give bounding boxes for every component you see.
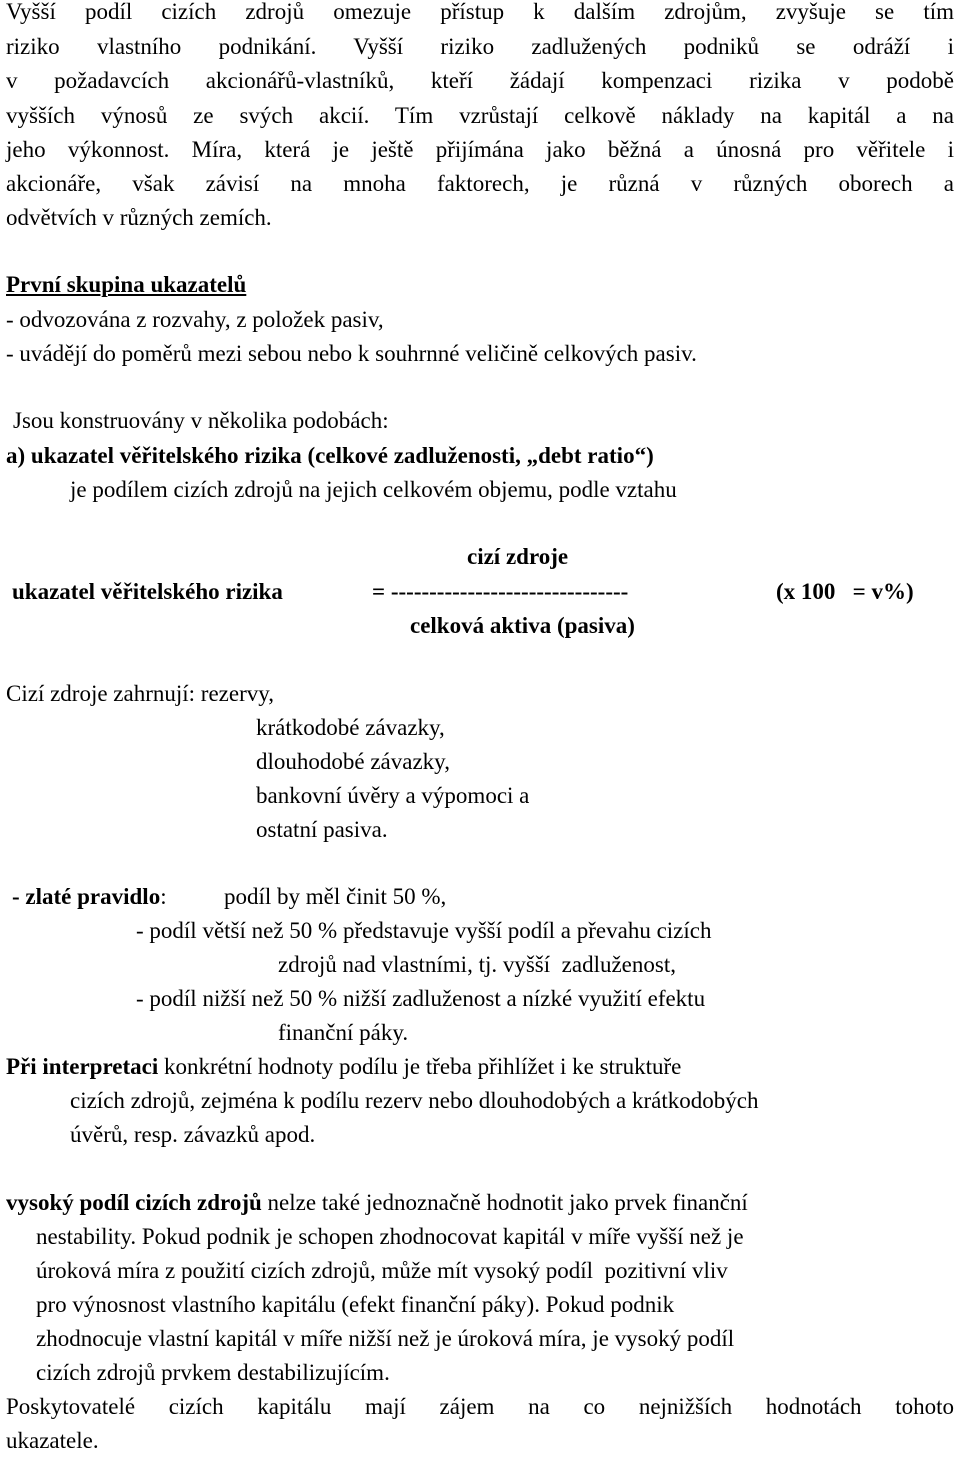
form-a-heading: a) ukazatel věřitelského rizika (celkové zadluženosti, „debt ratio“) <box>6 443 654 468</box>
group-bullet-2: - uvádějí do poměrů mezi sebou nebo k souhrnné veličině celkových pasiv. <box>6 341 697 366</box>
golden-rule-sub-2-line-1: - podíl nižší než 50 % nižší zadluženost a nízké využití efektu <box>136 986 706 1011</box>
form-a-description: je podílem cizích zdrojů na jejich celkovém objemu, podle vztahu <box>70 477 677 502</box>
interpretation-line-3: úvěrů, resp. závazků apod. <box>70 1122 316 1147</box>
components-item: bankovní úvěry a výpomoci a <box>256 783 530 808</box>
high-share-line: pro výnosnost vlastního kapitálu (efekt finanční páky). Pokud podnik <box>36 1292 675 1317</box>
intro-line-4: vyšších výnosů ze svých akcií. Tím vzrůstají celkově náklady na kapitál a na <box>6 103 954 128</box>
components-item: krátkodobé závazky, <box>256 715 445 740</box>
high-share-line: cizích zdrojů prvkem destabilizujícím. <box>36 1360 390 1385</box>
group-bullet-1: - odvozována z rozvahy, z položek pasiv, <box>6 307 384 332</box>
interpretation-line-2: cizích zdrojů, zejména k podílu rezerv nebo dlouhodobých a krátkodobých <box>70 1088 759 1113</box>
components-item: dlouhodobé závazky, <box>256 749 450 774</box>
intro-line-3: v požadavcích akcionářů-vlastníků, kteří žádají kompenzaci rizika v podobě <box>6 68 954 93</box>
golden-rule-sub-1-line-1: - podíl větší než 50 % představuje vyšší podíl a převahu cizích <box>136 918 712 943</box>
group-heading: První skupina ukazatelů <box>6 272 247 297</box>
closing-line-1: Poskytovatelé cizích kapitálu mají zájem na co nejnižších hodnotách tohoto <box>6 1394 954 1419</box>
golden-rule-line <box>12 881 167 913</box>
interpretation-bold: Při interpretaci <box>6 1054 159 1079</box>
golden-rule-sub-2-line-2: finanční páky. <box>278 1020 409 1045</box>
golden-rule-sub-1-line-2: zdrojů nad vlastními, tj. vyšší zadluženost, <box>278 952 676 977</box>
golden-rule-text: podíl by měl činit 50 %, <box>224 884 447 909</box>
golden-rule-colon: : <box>160 884 167 909</box>
formula-fraction-line: = ------------------------------- <box>372 579 629 604</box>
formula-label: ukazatel věřitelského rizika <box>12 579 283 604</box>
high-share-line: úroková míra z použití cizích zdrojů, může mít vysoký podíl pozitivní vliv <box>36 1258 728 1283</box>
intro-line-7: odvětvích v různých zemích. <box>6 205 272 230</box>
interpretation-rest: konkrétní hodnoty podílu je třeba přihlížet i ke struktuře <box>158 1054 682 1079</box>
high-share-bold: vysoký podíl cizích zdrojů <box>6 1190 262 1215</box>
high-share-line: zhodnocuje vlastní kapitál v míře nižší než je úroková míra, je vysoký podíl <box>36 1326 735 1351</box>
intro-line-2: riziko vlastního podnikání. Vyšší riziko zadlužených podniků se odráží i <box>6 34 954 59</box>
forms-intro: Jsou konstruovány v několika podobách: <box>13 408 389 433</box>
intro-line-5: jeho výkonnost. Míra, která je ještě přijímána jako běžná a únosná pro věřitele i <box>6 137 954 162</box>
closing-line-2: ukazatele. <box>6 1428 99 1453</box>
intro-line-6: akcionáře, však závisí na mnoha faktorech, je různá v různých oborech a <box>6 171 954 196</box>
high-share-line: nestability. Pokud podnik je schopen zhodnocovat kapitál v míře vyšší než je <box>36 1224 744 1249</box>
components-lead: Cizí zdroje zahrnují: rezervy, <box>6 681 274 706</box>
formula-numerator: cizí zdroje <box>467 544 569 569</box>
golden-rule-label: - zlaté pravidlo <box>12 884 161 909</box>
formula-percent-note: (x 100 = v%) <box>776 579 914 604</box>
components-item: ostatní pasiva. <box>256 817 388 842</box>
formula-denominator: celková aktiva (pasiva) <box>410 613 635 638</box>
intro-line-1: Vyšší podíl cizích zdrojů omezuje přístup k dalším zdrojům, zvyšuje se tím <box>6 0 954 24</box>
high-share-line-1 <box>6 1187 748 1219</box>
interpretation-line-1 <box>6 1051 681 1083</box>
high-share-rest: nelze také jednoznačně hodnotit jako prvek finanční <box>261 1190 748 1215</box>
